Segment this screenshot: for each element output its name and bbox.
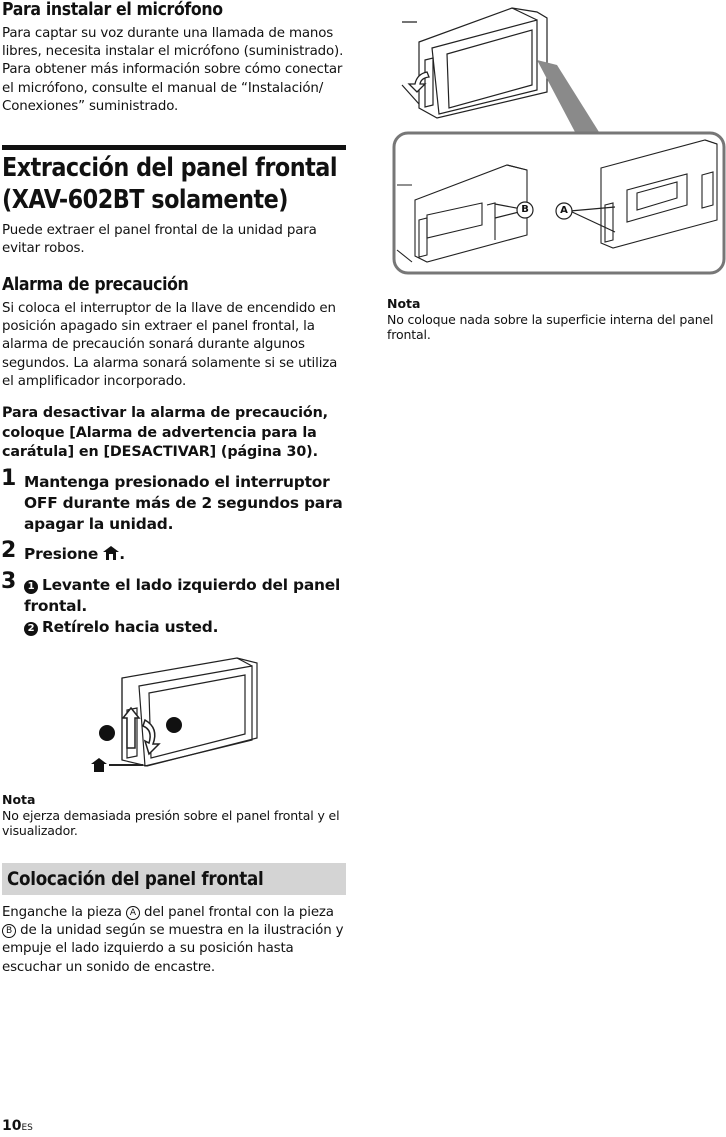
step-2-period: . [119, 545, 125, 563]
remove-heading-line1: Extracción del panel frontal [2, 153, 338, 183]
page-language: ES [21, 1123, 33, 1133]
step-3 [1, 569, 347, 638]
deactivate-instructions: Para desactivar la alarma de precaución, coloque [Alarma de advertencia para la carátula] en [DESACTIVAR] (página 30). [2, 405, 329, 461]
section-rule [2, 145, 346, 150]
step-2 [1, 538, 347, 565]
mic-body: Para captar su voz durante una llamada de manos libres, necesita instalar el micrófono (suministrado). Para obtener más información sobre cómo conectar el micrófono, consulte el manual de “Instalación/ Conexiones” suministrado. [2, 26, 344, 114]
step-3a-text: Levante el lado izquierdo del panel frontal. [24, 576, 341, 615]
attach-body [2, 904, 347, 977]
step-1-number: 1 [1, 466, 17, 491]
figure-marker-1: 1 [103, 678, 111, 689]
step-3a-marker: 1 [24, 580, 38, 594]
alarm-body: Si coloca el interruptor de la llave de encendido en posición apagado sin extraer el panel frontal, la alarma de precaución sonará durante algunos segundos. La alarma sonará solamente si se utiliza el amplificador incorporado. [2, 301, 338, 389]
step-3b [24, 617, 347, 638]
home-button-icon [103, 546, 119, 560]
step-2-text: Presione [24, 545, 99, 563]
callout-a-label: A [560, 205, 568, 216]
alarm-heading: Alarma de precaución [2, 275, 189, 295]
part-a-label: A [126, 906, 140, 920]
step-3-number: 3 [1, 569, 17, 594]
attach-heading: Colocación del panel frontal [7, 868, 264, 890]
attach-text-2: del panel frontal con la pieza [144, 905, 334, 920]
nota-2-title: Nota [387, 296, 421, 311]
step-3b-text: Retírelo hacia usted. [42, 618, 219, 636]
page-number-value: 10 [2, 1118, 22, 1134]
step-1 [1, 466, 347, 535]
remove-heading-line2: (XAV-602BT solamente) [2, 185, 289, 215]
step-1-text: Mantenga presionado el interruptor OFF durante más de 2 segundos para apagar la unidad. [24, 473, 343, 533]
step-2-number: 2 [1, 538, 17, 563]
attach-text-1: Enganche la pieza [2, 905, 122, 920]
nota-2-body: No coloque nada sobre la superficie interna del panel frontal. [387, 312, 714, 342]
attach-heading-bar [2, 863, 346, 895]
part-b-label: B [2, 924, 16, 938]
attach-text-3: de la unidad según se muestra en la ilustración y empuje el lado izquierdo a su posición hasta escuchar un sonido de encastre. [2, 923, 344, 975]
step-3b-marker: 2 [24, 622, 38, 636]
remove-panel-illustration [87, 648, 262, 778]
remove-body: Puede extraer el panel frontal de la unidad para evitar robos. [2, 223, 317, 257]
nota-1-title: Nota [2, 792, 36, 807]
callout-b-label: B [521, 204, 529, 215]
figure-marker-2: 2 [170, 670, 178, 681]
nota-1-body: No ejerza demasiada presión sobre el panel frontal y el visualizador. [2, 808, 340, 838]
mic-heading: Para instalar el micrófono [2, 0, 223, 20]
attach-panel-illustration [387, 0, 726, 280]
page-number [2, 1118, 33, 1134]
step-3a [24, 575, 347, 617]
